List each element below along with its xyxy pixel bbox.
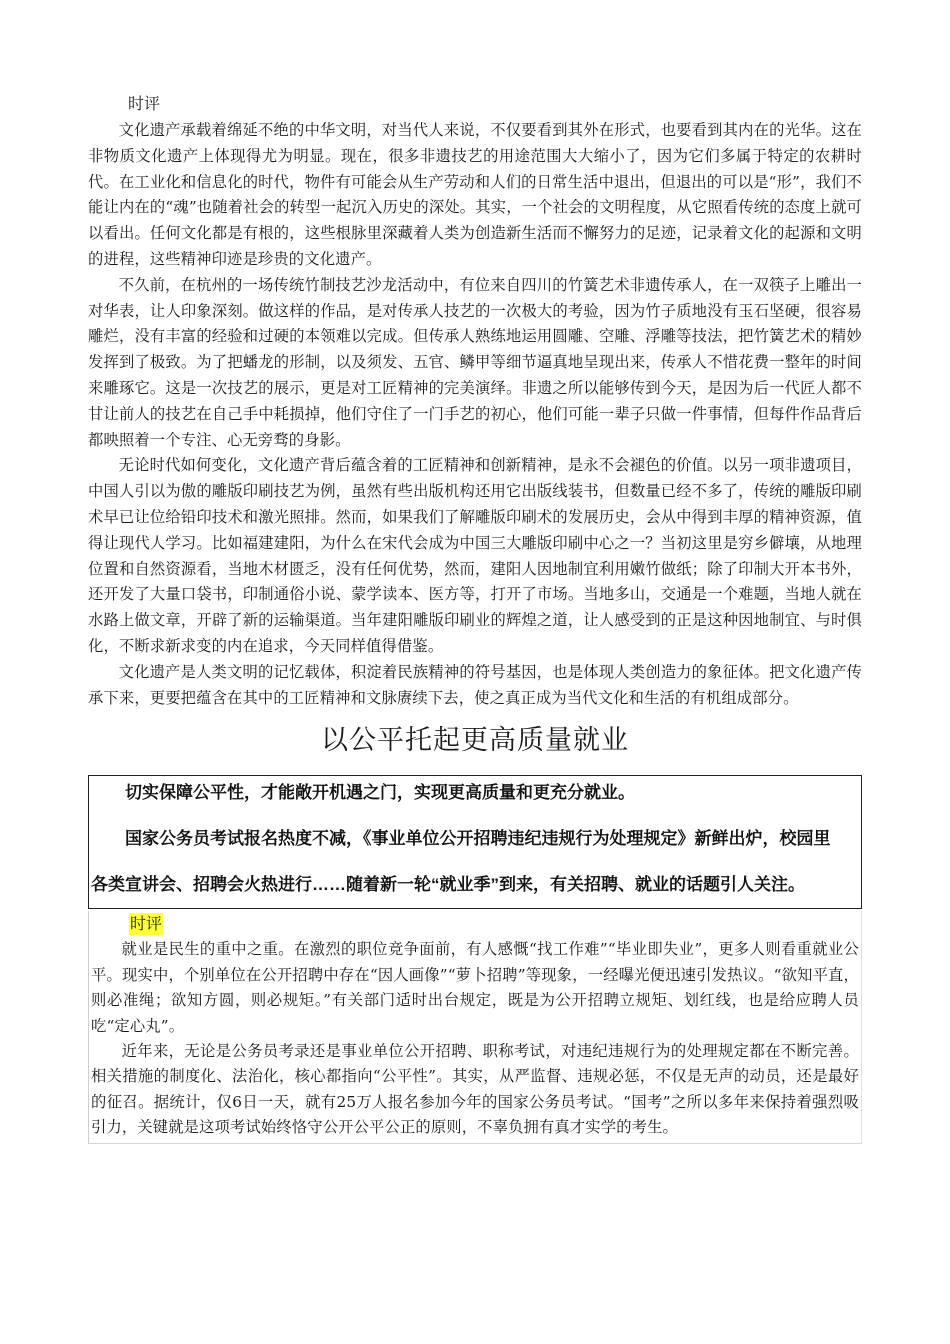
summary-line: 各类宣讲会、招聘会火热进行……随着新一轮“就业季”到来，有关招聘、就业的话题引人关注。 xyxy=(91,875,805,895)
paragraph: 不久前，在杭州的一场传统竹制技艺沙龙活动中，有位来自四川的竹簧艺术非遗传承人，在一双筷子上雕出一对华表，让人印象深刻。做这样的作品，是对传承人技艺的一次极大的考验，因为竹子质地没有玉石坚硬，很容易雕烂，没有丰富的经验和过硬的本领难以完成。但传承人熟练地运用圆雕、空雕、浮雕等技法，把竹簧艺术的精妙发挥到了极致。为了把蟠龙的形制，以及须发、五官、鳞甲等细节逼真地呈现出来，传承人不惜花费一整年的时间来雕琢它。这是一次技艺的展示，更是对工匠精神的完美演绎。非遗之所以能够传到今天，是因为后一代匠人都不甘让前人的技艺在自己手中耗损掉，他们守住了一门手艺的初心，他们可能一辈子只做一件事情，但每件作品背后都映照着一个专注、心无旁骛的身影。 xyxy=(88,275,862,449)
document-page xyxy=(88,92,862,1144)
commentary-section xyxy=(88,911,862,1143)
summary-line: 国家公务员考试报名热度不减，《事业单位公开招聘违纪违规行为处理规定》新鲜出炉，校园里 xyxy=(125,829,831,849)
paragraph: 就业是民生的重中之重。在激烈的职位竞争面前，有人感慨“找工作难”“毕业即失业”，更多人则看重就业公平。现实中，个别单位在公开招聘中存在“因人画像”“萝卜招聘”等现象，一经曝光便迅速引发热议。“欲知平直，则必准绳；欲知方圆，则必规矩。”有关部门适时出台规定，既是为公开招聘立规矩、划红线，也是给应聘人员吃“定心丸”。 xyxy=(91,940,859,1035)
article-employment xyxy=(88,723,862,1143)
article-heritage xyxy=(88,92,862,711)
paragraph: 文化遗产是人类文明的记忆载体，积淀着民族精神的符号基因，也是体现人类创造力的象征体。把文化遗产传承下来，更要把蕴含在其中的工匠精神和文脉赓续下去，使之真正成为当代文化和生活的有机组成部分。 xyxy=(88,662,862,707)
summary-box xyxy=(88,775,862,909)
paragraph: 近年来，无论是公务员考录还是事业单位公开招聘、职称考试，对违纪违规行为的处理规定都在不断完善。相关措施的制度化、法治化，核心都指向“公平性”。其实，从严监督、违规必惩，不仅是无声的动员，还是最好的征召。据统计，仅6日一天，就有25万人报名参加今年的国家公务员考试。“国考”之所以多年来保持着强烈吸引力，关键就是这项考试始终恪守公开公平公正的原则，不辜负拥有真才实学的考生。 xyxy=(91,1041,859,1137)
summary-line: 切实保障公平性，才能敞开机遇之门，实现更高质量和更充分就业。 xyxy=(125,783,635,803)
highlighted-commentary-label: 时评 xyxy=(130,914,163,934)
commentary-label: 时评 xyxy=(128,94,161,113)
article-headline: 以公平托起更高质量就业 xyxy=(321,725,629,757)
paragraph: 文化遗产承载着绵延不绝的中华文明，对当代人来说，不仅要看到其外在形式，也要看到其内在的光华。这在非物质文化遗产上体现得尤为明显。现在，很多非遗技艺的用途范围大大缩小了，因为它们多属于特定的农耕时代。在工业化和信息化的时代，物件有可能会从生产劳动和人们的日常生活中退出，但退出的可以是“形”，我们不能让内在的“魂”也随着社会的转型一起沉入历史的深处。其实，一个社会的文明程度，从它照看传统的态度上就可以看出。任何文化都是有根的，这些根脉里深藏着人类为创造新生活而不懈努力的足迹，记录着文化的起源和文明的进程，这些精神印迹是珍贵的文化遗产。 xyxy=(88,121,862,268)
paragraph: 无论时代如何变化，文化遗产背后蕴含着的工匠精神和创新精神，是永不会褪色的价值。以另一项非遗项目，中国人引以为傲的雕版印刷技艺为例，虽然有些出版机构还用它出版线装书，但数量已经不多了，传统的雕版印刷术早已让位给铅印技术和激光照排。然而，如果我们了解雕版印刷术的发展历史，会从中得到丰厚的精神资源，值得让现代人学习。比如福建建阳，为什么在宋代会成为中国三大雕版印刷中心之一？当初这里是穷乡僻壤，从地理位置和自然资源看，当地木材匮乏，没有任何优势，然而，建阳人因地制宜利用嫩竹做纸；除了印制大开本书外，还开发了大量口袋书，印制通俗小说、蒙学读本、医方等，打开了市场。当地多山，交通是一个难题，当地人就在水路上做文章，开辟了新的运输渠道。当年建阳雕版印刷业的辉煌之道，让人感受到的正是这种因地制宜、与时俱化，不断求新求变的内在追求，今天同样值得借鉴。 xyxy=(88,456,862,655)
